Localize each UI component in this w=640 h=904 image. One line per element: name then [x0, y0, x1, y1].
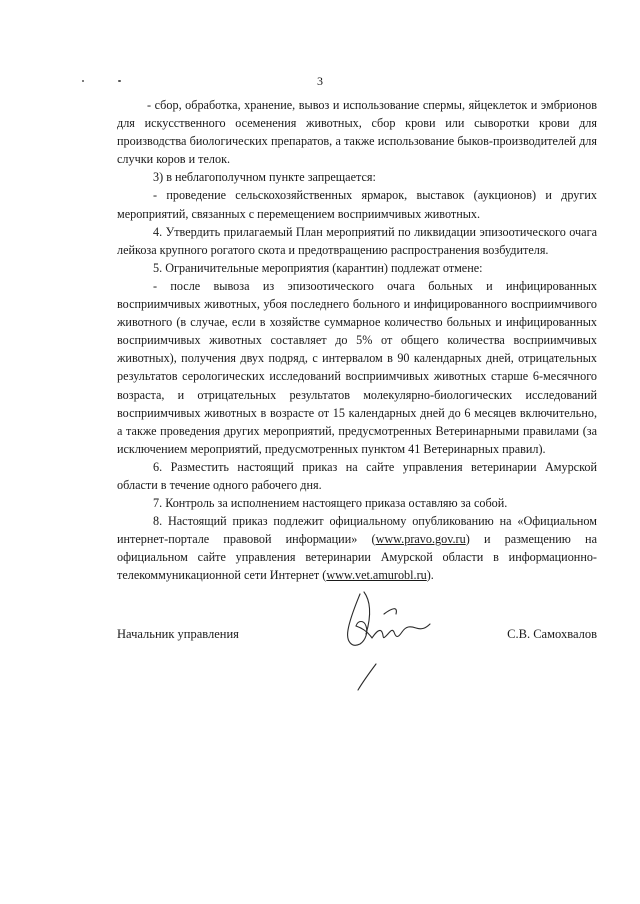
paragraph-fairs-prohibited: - проведение сельскохозяйственных ярмарок, выставок (аукционов) и других мероприятий, связанных с перемещением восприимчивых животных.: [117, 188, 597, 221]
order-body: [117, 96, 597, 585]
paragraph-publish-on-site: 6. Разместить настоящий приказ на сайте управления ветеринарии Амурской области в течение одного рабочего дня.: [117, 459, 597, 492]
vet-amurobl-link[interactable]: www.vet.amurobl.ru: [326, 568, 427, 583]
paragraph-8-text-3: ).: [426, 568, 434, 583]
paragraph-prohibited-header: 3) в неблагополучном пункте запрещается:: [153, 170, 376, 185]
signatory-name: С.В. Самохвалов: [507, 627, 597, 641]
paragraph-control: 7. Контроль за исполнением настоящего приказа оставляю за собой.: [153, 496, 508, 511]
paragraph-quarantine-cancel-header: 5. Ограничительные мероприятия (карантин) подлежат отмене:: [153, 260, 483, 275]
paragraph-quarantine-conditions: - после вывоза из эпизоотического очага больных и инфицированных восприимчивых животных, убоя последнего больного и инфицированного восприимчивого животного (в случае, если в хозяйстве суммарное количество больных и инфицированных восприимчивых животных составляет до 5% от общего количества восприимчивых животных), получения двух подряд, с интервалом в 90 календарных дней, отрицательных результатов серологических исследований восприимчивых животных старше 6-месячного возраста, и отрицательных результатов молекулярно-биологических исследований восприимчивых животных в возрасте от 15 календарных дней до 6 месяцев включительно, а также проведения других мероприятий, предусмотренных Ветеринарными правилами (за исключением мероприятий, предусмотренных пунктом 41 Ветеринарных правил).: [117, 278, 597, 456]
pravo-gov-link[interactable]: www.pravo.gov.ru: [375, 532, 466, 547]
paragraph-official-publication: [117, 512, 597, 584]
paragraph-semen-collection: - сбор, обработка, хранение, вывоз и использование спермы, яйцеклеток и эмбрионов для искусственного осеменения животных, сбор крови или сыворотки крови для производства биологических препаратов, а также использование быков-производителей для случки коров и телок.: [117, 98, 597, 167]
paragraph-8-text-2: ) и размещению на официальном сайте управления ветеринарии Амурской области в информационно-телекоммуникационной сети Интернет (: [117, 532, 597, 583]
paragraph-approve-plan: 4. Утвердить прилагаемый План мероприятий по ликвидации эпизоотического очага лейкоза крупного рогатого скота и предотвращению распространения возбудителя.: [117, 224, 597, 257]
handwritten-signature: [336, 586, 436, 694]
page-number: 3: [317, 74, 323, 88]
paragraph-8-text-1: 8. Настоящий приказ подлежит официальному опубликованию на «Официальном интернет-портале правовой информации» (: [117, 514, 597, 547]
signatory-title: Начальник управления: [117, 627, 239, 641]
